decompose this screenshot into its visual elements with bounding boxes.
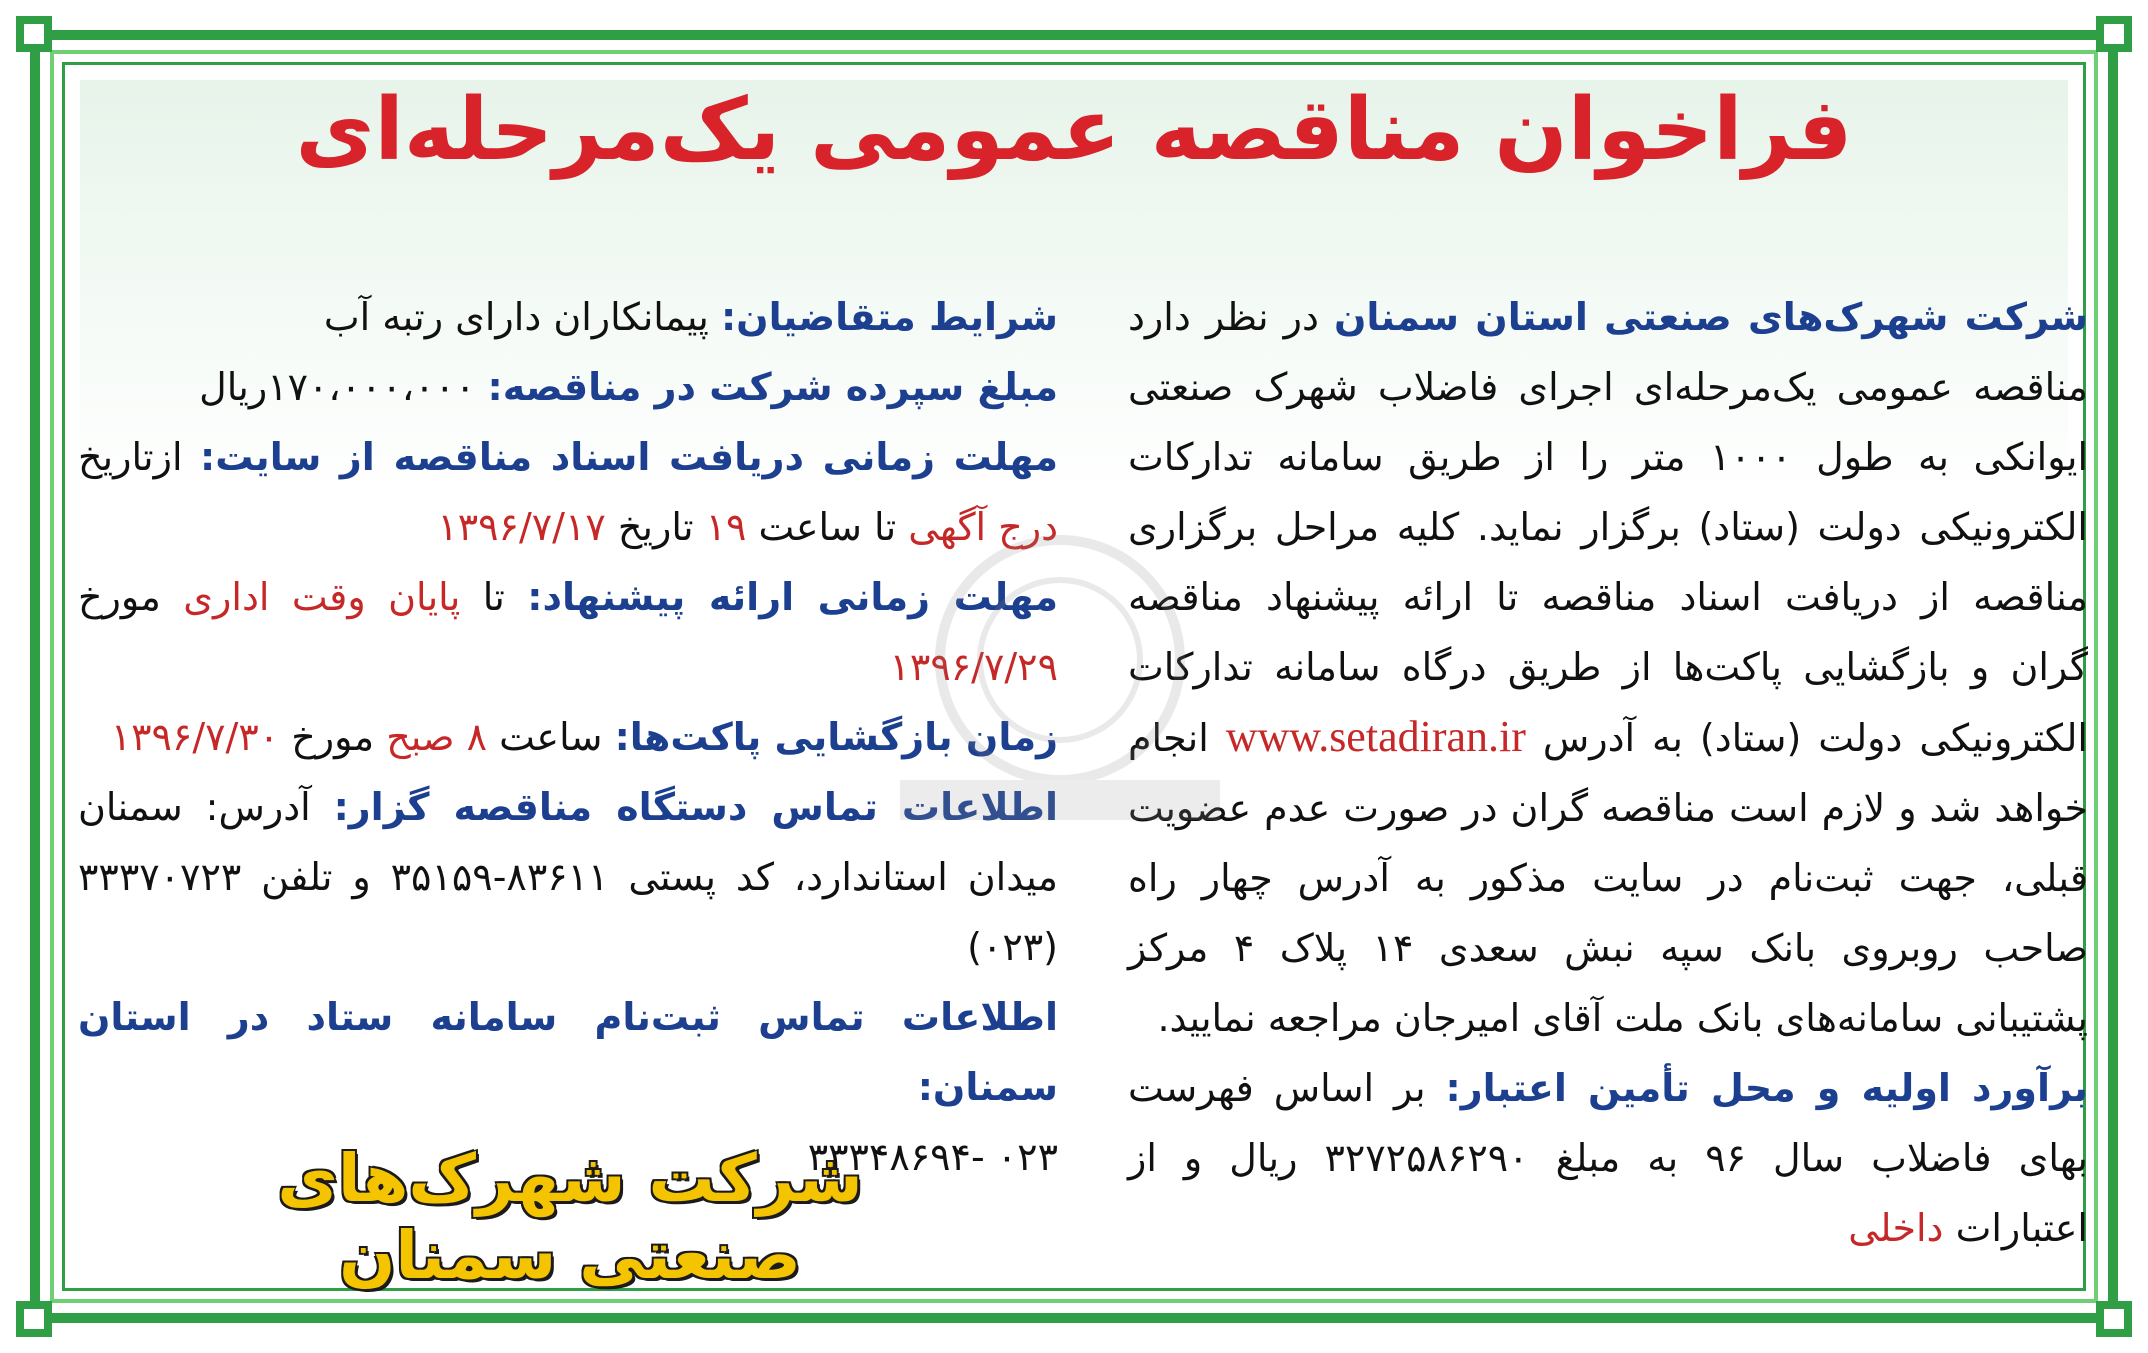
page-title: فراخوان مناقصه عمومی یک‌مرحله‌ای xyxy=(295,80,1853,180)
website-link[interactable]: www.setadiran.ir xyxy=(1225,712,1526,761)
frame-corner-ornament xyxy=(16,1301,52,1337)
estimate-text: بر اساس فهرست بهای فاضلاب سال ۹۶ به مبلغ ۳۲۷۲۵۸۶۲۹۰ ریال و از اعتبارات xyxy=(1128,1066,2088,1250)
offer-time: پایان وقت اداری xyxy=(183,575,461,619)
estimate-paragraph xyxy=(1128,1053,2088,1263)
offer-date: ۱۳۹۶/۷/۲۹ xyxy=(889,645,1058,689)
intro-paragraph xyxy=(1128,282,2088,1053)
docs-date-word: تاریخ xyxy=(617,505,694,549)
intro-text: در نظر دارد مناقصه عمومی یک‌مرحله‌ای اجرای فاضلاب شهرک صنعتی ایوانکی به طول ۱۰۰۰ متر را از طریق سامانه تدارکات الکترونیکی دولت (ستاد) برگزار نماید. کلیه مراحل برگزاری مناقصه از دریافت اسناد مناقصه تا ارائه پیشنهاد مناقصه گران و بازگشایی پاکت‌ها از طریق درگاه سامانه تدارکات الکترونیکی دولت (ستاد) به آدرس xyxy=(1128,295,2088,760)
signature-company-name: شرکت شهرک‌های صنعتی سمنان xyxy=(277,1140,863,1294)
opening-hour-word: ساعت xyxy=(499,715,603,759)
right-column xyxy=(1128,282,2088,1263)
opening-date-word: مورخ xyxy=(291,715,375,759)
intro-text-2: انجام خواهد شد و لازم است مناقصه گران در صورت عدم عضویت قبلی، جهت ثبت‌نام در سایت مذکور به آدرس چهار راه صاحب روبروی بانک سپه نبش سعدی ۱۴ پلاک ۴ مرکز پشتیبانی سامانه‌های بانک ملت آقای امیرجان مراجعه نمایید. xyxy=(1128,716,2089,1040)
frame-corner-ornament xyxy=(2096,16,2132,52)
docs-until: تا ساعت xyxy=(758,505,897,549)
frame-corner-ornament xyxy=(16,16,52,52)
watermark-stamp xyxy=(880,510,1240,840)
docs-start: درج آگهی xyxy=(908,505,1058,549)
docs-from: ازتاریخ xyxy=(78,435,183,479)
offer-date-word: مورخ xyxy=(78,575,161,619)
setad-contact xyxy=(78,982,1058,1122)
deposit-line xyxy=(78,352,1058,422)
estimate-source: داخلی xyxy=(1848,1206,1944,1250)
company-label: شرکت شهرک‌های صنعتی استان سمنان xyxy=(1333,295,2088,339)
contact-label: اطلاعات تماس دستگاه مناقصه گزار: xyxy=(333,785,1058,829)
setad-label: اطلاعات تماس ثبت‌نام سامانه ستاد در استان سمنان: xyxy=(78,995,1058,1109)
estimate-label: برآورد اولیه و محل تأمین اعتبار: xyxy=(1445,1066,2088,1110)
opening-label: زمان بازگشایی پاکت‌ها: xyxy=(614,715,1058,759)
deposit-label: مبلغ سپرده شرکت در مناقصه: xyxy=(487,365,1058,409)
docs-label: مهلت زمانی دریافت اسناد مناقصه از سایت: xyxy=(200,435,1058,479)
opening-date: ۱۳۹۶/۷/۳۰ xyxy=(110,715,280,759)
docs-date: ۱۳۹۶/۷/۱۷ xyxy=(437,505,606,549)
frame-corner-ornament xyxy=(2096,1301,2132,1337)
docs-hour: ۱۹ xyxy=(705,505,747,549)
conditions-label: شرایط متقاضیان: xyxy=(720,295,1058,339)
setad-phone: ۰۲۳ -۳۳۳۴۸۶۹۴ xyxy=(807,1135,1058,1179)
conditions-text: پیمانکاران دارای رتبه آب xyxy=(323,295,709,339)
deposit-amount: ۱۷۰،۰۰۰،۰۰۰ریال xyxy=(199,365,476,409)
conditions-line xyxy=(78,282,1058,352)
offer-until: تا xyxy=(482,575,505,619)
offer-label: مهلت زمانی ارائه پیشنهاد: xyxy=(527,575,1058,619)
opening-hour: ۸ صبح xyxy=(386,715,487,759)
contact-text: آدرس: سمنان میدان استاندارد، کد پستی ۸۳۶۱۱-۳۵۱۵۹ و تلفن ۳۳۳۷۰۷۲۳ (۰۲۳) xyxy=(78,785,1058,969)
